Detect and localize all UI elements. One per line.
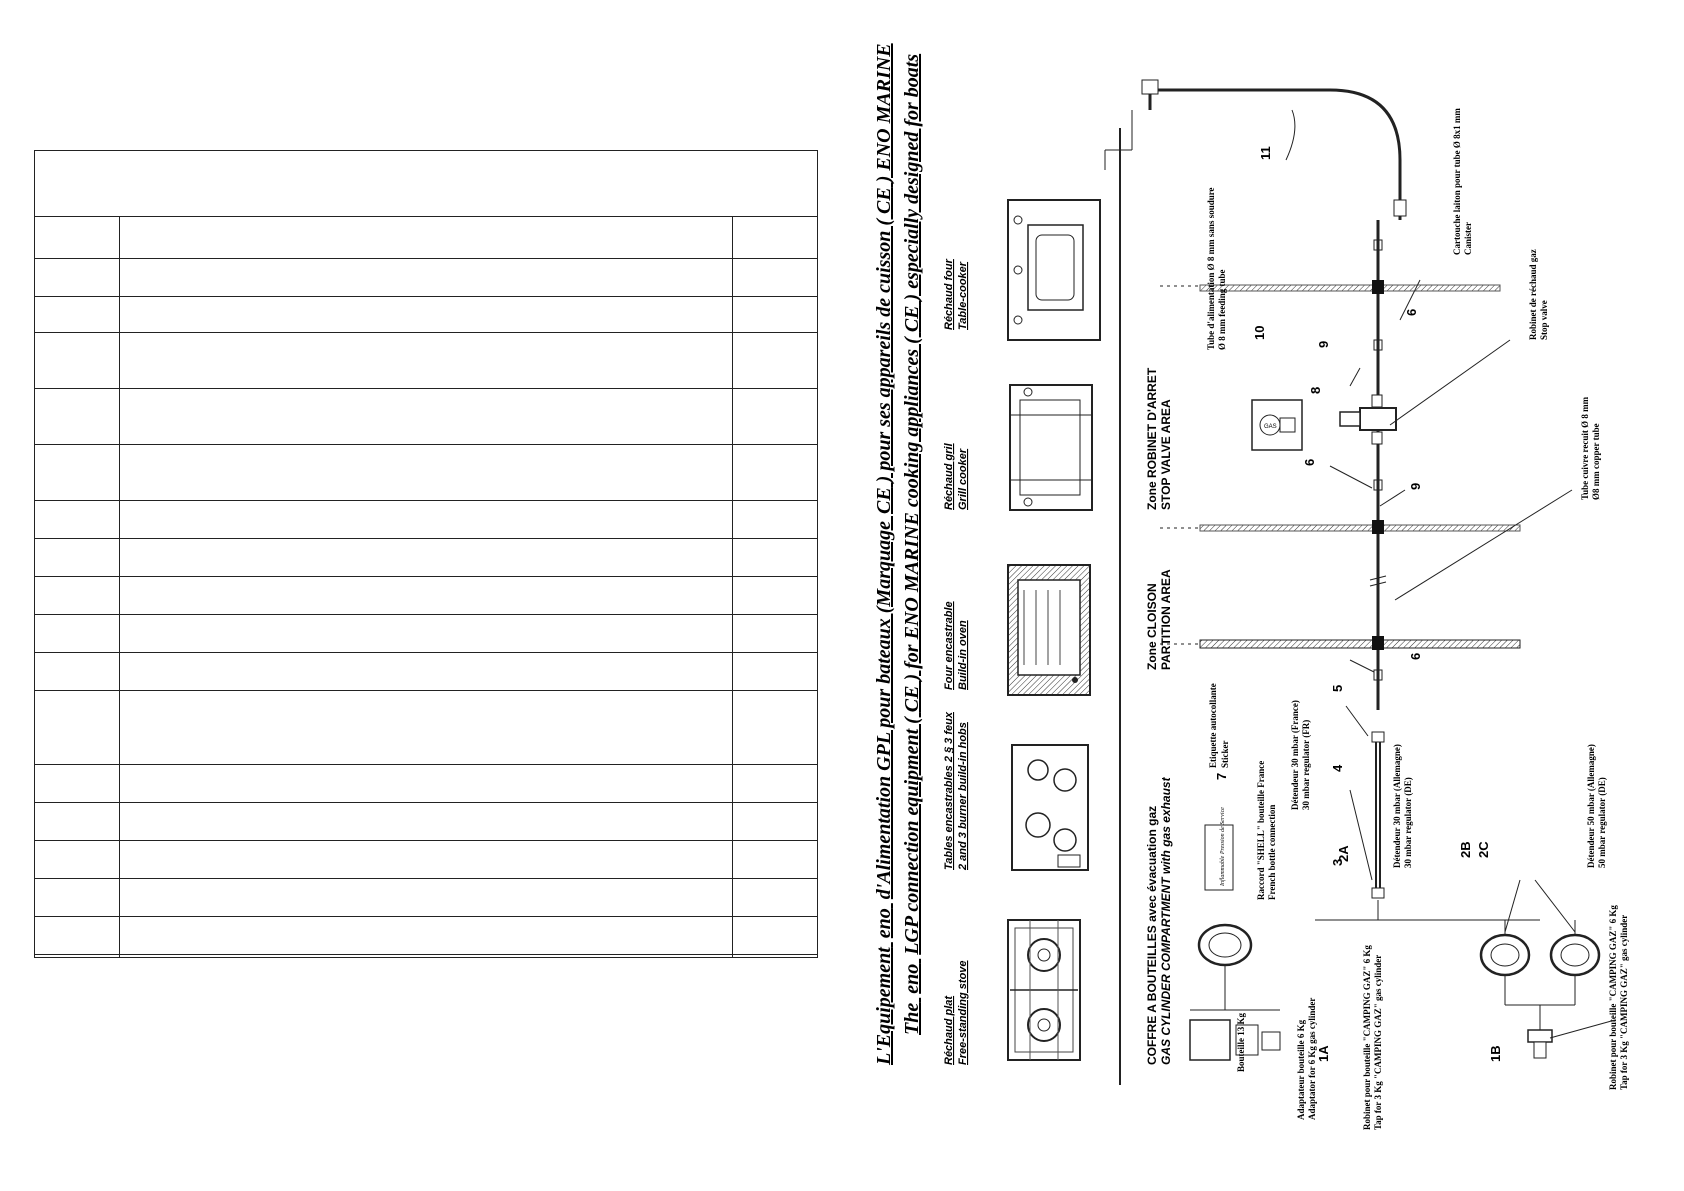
svg-text:Tap for 3 Kg "CAMPING GAZ" gas: Tap for 3 Kg "CAMPING GAZ" gas cylinder <box>1619 914 1629 1090</box>
svg-text:30 mbar regulator (FR): 30 mbar regulator (FR) <box>1301 719 1311 810</box>
table-row <box>35 576 817 615</box>
table-row <box>35 258 817 297</box>
part-number-3: 3 <box>1330 858 1345 866</box>
table-row <box>35 652 817 691</box>
part-number-6b: 6 <box>1302 458 1317 466</box>
svg-text:Etiquette autocollante: Etiquette autocollante <box>1208 683 1218 768</box>
svg-text:Raccord "SHELL" bouteille Fran: Raccord "SHELL" bouteille France <box>1256 760 1266 900</box>
svg-text:Table-cooker: Table-cooker <box>957 261 969 330</box>
svg-text:French bottle connection: French bottle connection <box>1267 804 1277 900</box>
svg-text:Stop valve: Stop valve <box>1539 300 1549 340</box>
part-number-2b: 2B <box>1458 841 1473 858</box>
part-descriptions <box>1206 108 1629 1130</box>
table-row <box>35 388 817 445</box>
part-number-11: 11 <box>1258 146 1273 160</box>
bottle13-label <box>1236 1013 1246 1072</box>
table-row <box>35 614 817 653</box>
adaptor-6kg-label <box>1296 998 1317 1120</box>
part-number-9b: 9 <box>1408 482 1423 490</box>
svg-text:GAS CYLINDER COMPARTMENT with: GAS CYLINDER COMPARTMENT with gas exhaust <box>1159 777 1173 1065</box>
svg-text:STOP VALVE AREA: STOP VALVE AREA <box>1159 399 1173 510</box>
part-number-9a: 9 <box>1316 340 1331 348</box>
svg-text:Sticker: Sticker <box>1220 740 1230 768</box>
svg-text:Adaptateur bouteille 6 Kg: Adaptateur bouteille 6 Kg <box>1296 1019 1306 1120</box>
svg-text:Zone CLOISON: Zone CLOISON <box>1145 583 1159 670</box>
regulator-2b <box>1481 935 1529 975</box>
table-column-divider <box>732 216 733 957</box>
appliance-label-build-in-oven <box>943 601 969 690</box>
regulator-30-de-label <box>1392 744 1413 868</box>
tap-1b-label <box>1608 905 1629 1090</box>
flexible-hose <box>1105 80 1406 220</box>
svg-text:Tables encastrables 2 § 3 feux: Tables encastrables 2 § 3 feux <box>943 712 955 870</box>
svg-text:PARTITION AREA: PARTITION AREA <box>1159 569 1173 670</box>
sticker-7 <box>1205 807 1233 890</box>
regulator-30-fr-label <box>1290 700 1311 810</box>
part-numbers <box>1214 146 1503 1062</box>
svg-text:Détendeur 30 mbar (Allemagne): Détendeur 30 mbar (Allemagne) <box>1392 744 1402 868</box>
svg-text:50 mbar regulator (DE): 50 mbar regulator (DE) <box>1597 777 1607 868</box>
regulator-2c <box>1551 935 1599 975</box>
copper-tube-label <box>1580 396 1601 500</box>
svg-text:Robinet de réchaud gaz: Robinet de réchaud gaz <box>1528 249 1538 340</box>
table-row <box>35 444 817 501</box>
svg-text:Free-standing stove: Free-standing stove <box>957 960 969 1065</box>
svg-text:Robinet pour bouteille "CAMPIN: Robinet pour bouteille "CAMPING GAZ" 6 Kg <box>1608 905 1618 1090</box>
bottle-connection-left <box>1190 965 1280 1060</box>
canister-label <box>1452 108 1473 255</box>
appliances-row <box>943 200 1100 1065</box>
appliance-label-build-in-hobs <box>943 711 969 871</box>
shell-connection-label <box>1256 761 1277 900</box>
stop-valve-assembly <box>1340 395 1396 444</box>
part-number-6a: 6 <box>1408 652 1423 660</box>
zone-stop-valve-label <box>1145 367 1173 510</box>
svg-text:Tap for 3 Kg "CAMPING GAZ" gas: Tap for 3 Kg "CAMPING GAZ" gas cylinder <box>1373 954 1383 1130</box>
stop-valve-label <box>1528 249 1549 340</box>
zone-cylinder-compartment-label <box>1145 776 1173 1065</box>
table-row <box>35 500 817 539</box>
eno-logo-fr: eno <box>873 908 895 939</box>
svg-text:Ø 8 mm feeding tube: Ø 8 mm feeding tube <box>1217 269 1227 350</box>
svg-text:Bouteille 13 Kg: Bouteille 13 Kg <box>1236 1013 1246 1072</box>
part-number-4: 4 <box>1330 764 1345 772</box>
svg-text:Canister: Canister <box>1463 222 1473 255</box>
svg-text:Détendeur 30 mbar (France): Détendeur 30 mbar (France) <box>1290 700 1300 810</box>
appliance-label-free-standing-stove <box>943 960 969 1065</box>
part-number-10: 10 <box>1252 325 1267 340</box>
leader-lines <box>1286 110 1615 1038</box>
part-number-1a: 1A <box>1316 1045 1331 1062</box>
hose-3 <box>1372 732 1384 898</box>
svg-text:Grill cooker: Grill cooker <box>957 448 969 510</box>
table-row <box>35 538 817 577</box>
table-row <box>35 878 817 917</box>
svg-text:Robinet pour bouteille "CAMPIN: Robinet pour bouteille "CAMPING GAZ" 6 Kg <box>1362 945 1372 1130</box>
svg-text:Réchaud gril: Réchaud gril <box>943 443 955 510</box>
grill-cooker-drawing <box>1010 385 1092 510</box>
svg-text:COFFRE A BOUTEILLES avec évacu: COFFRE A BOUTEILLES avec évacuation gaz <box>1145 805 1159 1065</box>
svg-text:Tube cuivre recuit Ø 8 mm: Tube cuivre recuit Ø 8 mm <box>1580 396 1590 500</box>
svg-text:Ø8 mm copper tube: Ø8 mm copper tube <box>1591 423 1601 500</box>
table-row <box>35 840 817 879</box>
free-standing-stove-drawing <box>1008 920 1080 1060</box>
feeding-tube-label <box>1206 187 1227 350</box>
table-column-divider <box>119 216 120 957</box>
table-cooker-drawing <box>1008 200 1100 340</box>
svg-text:Four encastrable: Four encastrable <box>943 601 955 690</box>
part-number-6c: 6 <box>1404 308 1419 316</box>
svg-text:Build-in oven: Build-in oven <box>957 620 969 690</box>
table-header-row <box>35 151 817 217</box>
part-number-7: 7 <box>1214 772 1229 780</box>
title-block <box>873 43 923 1066</box>
part-number-8: 8 <box>1308 386 1323 394</box>
svg-text:Zone ROBINET D'ARRET: Zone ROBINET D'ARRET <box>1145 367 1159 510</box>
svg-text:Détendeur 50 mbar (Allemagne): Détendeur 50 mbar (Allemagne) <box>1586 744 1596 868</box>
parts-table <box>34 150 818 958</box>
svg-text:Adaptator for 6 Kg gas cylinde: Adaptator for 6 Kg gas cylinder <box>1307 997 1317 1120</box>
regulator-50-de-label <box>1586 744 1607 868</box>
table-row <box>35 332 817 389</box>
table-row <box>35 802 817 841</box>
part-number-2a: 2A <box>1336 845 1351 862</box>
title-en: The eno LGP connection equipment ( CE ) for ENO MARINE cooking appliances ( CE ) especially designed for boats <box>901 53 923 1035</box>
tap-1a-label <box>1362 945 1383 1130</box>
build-in-oven-drawing <box>1008 565 1090 695</box>
svg-text:Réchaud four: Réchaud four <box>943 259 955 330</box>
sticker-label <box>1208 683 1230 768</box>
zone-partition-label <box>1145 569 1173 670</box>
svg-text:30 mbar regulator (DE): 30 mbar regulator (DE) <box>1403 777 1413 868</box>
eno-logo-en: eno <box>901 963 923 994</box>
appliance-label-table-cooker <box>943 258 969 330</box>
svg-text:2 and 3 burner build-in hobs: 2 and 3 burner build-in hobs <box>957 722 969 870</box>
appliance-label-grill-cooker <box>943 442 969 510</box>
table-row <box>35 296 817 333</box>
gas-stop-valve-icon <box>1252 400 1302 450</box>
build-in-hobs-drawing <box>1012 745 1088 870</box>
title-fr: L'Equipement eno d'Alimentation GPL pour bateaux (Marquage CE ) pour ses appareils de cuisson ( CE ) ENO MARINE <box>873 43 895 1065</box>
svg-text:GAS: GAS <box>1264 424 1277 430</box>
part-number-1b: 1B <box>1488 1045 1503 1062</box>
table-row <box>35 216 817 259</box>
tap-1b <box>1528 1030 1552 1058</box>
table-row <box>35 690 817 765</box>
table-row <box>35 916 817 955</box>
table-row <box>35 764 817 803</box>
main-gas-line <box>1370 220 1386 710</box>
branch-lines <box>1315 900 1575 1030</box>
svg-text:Cartouche laiton pour tube Ø 8: Cartouche laiton pour tube Ø 8x1 mm <box>1452 108 1462 255</box>
part-number-5: 5 <box>1330 684 1345 692</box>
svg-text:Tube d'alimentation Ø 8 mm san: Tube d'alimentation Ø 8 mm sans soudure <box>1206 187 1216 350</box>
svg-text:Réchaud plat: Réchaud plat <box>943 995 955 1065</box>
part-number-2c: 2C <box>1476 841 1491 858</box>
regulator-2a <box>1199 925 1251 965</box>
lpg-installation-diagram <box>860 20 1680 1180</box>
svg-text:Inflammable Pression de Servic: Inflammable Pression de Service <box>1220 807 1226 886</box>
